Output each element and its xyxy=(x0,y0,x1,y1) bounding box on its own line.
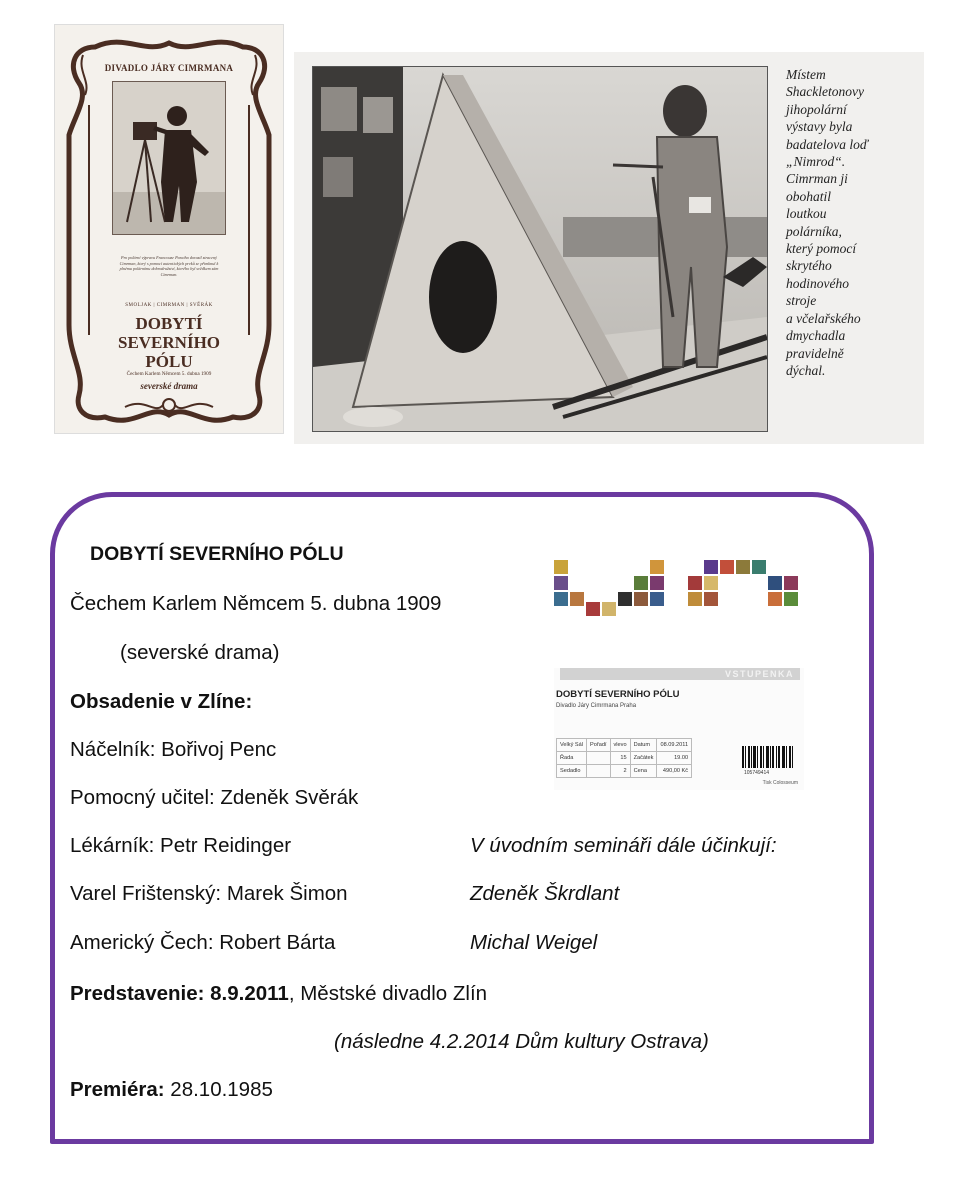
table-cell: Sedadlo xyxy=(557,765,587,778)
barcode xyxy=(742,746,794,768)
poster-genre: severské drama xyxy=(140,381,198,391)
caption-line: hodinového xyxy=(786,275,849,291)
table-cell: Cena xyxy=(630,765,657,778)
poster-blurb: Pro polární výpravu Francouze Paraiho dorazil ztracený Cimrman, který s pomocí autentických prvků se přimknul k plnému polárnímu dobrodružství, kterého byl svědkem sám Cimrman. xyxy=(119,255,219,277)
poster-date: Čechem Karlem Němcem 5. dubna 1909 xyxy=(126,371,212,377)
performance-place: , Městské divadlo Zlín xyxy=(288,982,488,1005)
later-performance: (následne 4.2.2014 Dům kultury Ostrava) xyxy=(334,1030,709,1053)
caption-line: který pomocí xyxy=(786,241,857,257)
cast-member: Varel Frištenský: Marek Šimon xyxy=(70,882,348,905)
show-subtitle: Čechem Karlem Němcem 5. dubna 1909 xyxy=(70,592,442,615)
caption-line: Cimrman ji xyxy=(786,171,848,187)
show-genre: (severské drama) xyxy=(120,641,280,664)
seminar-heading: V úvodním semináři dále účinkují: xyxy=(470,834,777,857)
table-row xyxy=(557,739,692,752)
table-cell: 15 xyxy=(610,752,630,765)
theatre-poster xyxy=(54,24,284,434)
table-cell: Řada xyxy=(557,752,587,765)
poster-title-line: DOBYTÍ xyxy=(135,314,203,333)
barcode-number: 105749414 xyxy=(744,770,770,776)
caption-line: jihopolární xyxy=(786,101,847,117)
caption-line: obohatil xyxy=(786,188,832,204)
seminar-member: Zdeněk Škrdlant xyxy=(470,882,620,905)
premiere-line xyxy=(70,1078,273,1102)
cast-member: Náčelník: Bořivoj Penc xyxy=(70,738,277,761)
table-cell: 490,00 Kč xyxy=(657,765,692,778)
ticket-band-label: VSTUPENKA xyxy=(724,669,794,679)
performance-date: 8.9.2011 xyxy=(210,982,289,1005)
table-cell: 2 xyxy=(610,765,630,778)
table-cell xyxy=(587,765,610,778)
table-row xyxy=(557,752,692,765)
caption-line: výstavy byla xyxy=(786,119,853,135)
table-cell: vlevo xyxy=(610,739,630,752)
ticket-subtitle: Divadlo Járy Cimrmana Praha xyxy=(556,703,637,709)
caption-line: „Nimrod“. xyxy=(786,154,846,170)
table-row xyxy=(557,765,692,778)
ticket-title: DOBYTÍ SEVERNÍHO PÓLU xyxy=(556,689,680,700)
poster-photo xyxy=(112,81,226,235)
show-title: DOBYTÍ SEVERNÍHO PÓLU xyxy=(90,543,344,565)
premiere-date: 28.10.1985 xyxy=(164,1078,273,1101)
cast-member: Lékárník: Petr Reidinger xyxy=(70,834,292,857)
photo-collage xyxy=(554,560,804,620)
caption-line: stroje xyxy=(786,293,817,309)
seminar-member: Michal Weigel xyxy=(470,931,598,954)
poster-authors: SMOLJAK | CIMRMAN | SVĚRÁK xyxy=(125,303,213,308)
ticket-table xyxy=(556,738,692,778)
caption-line: skrytého xyxy=(786,258,832,274)
premiere-label: Premiéra: xyxy=(70,1078,165,1101)
clipping-caption xyxy=(786,66,916,379)
table-cell: Pořadí xyxy=(587,739,610,752)
ticket xyxy=(554,668,804,790)
poster-title-line: PÓLU xyxy=(145,352,193,371)
caption-line: dmychadla xyxy=(786,328,846,344)
poster-title-line: SEVERNÍHO xyxy=(117,333,221,352)
performance-label: Predstavenie: xyxy=(70,982,205,1005)
table-cell xyxy=(587,752,610,765)
caption-line: polárníka, xyxy=(786,223,842,239)
performance-line xyxy=(70,982,487,1006)
caption-line: pravidelně xyxy=(786,345,844,361)
table-cell: Datum xyxy=(630,739,657,752)
caption-line: badatelova loď xyxy=(786,136,869,152)
table-cell: 19.00 xyxy=(657,752,692,765)
ticket-printer: Tisk Colosseum xyxy=(762,780,798,786)
cast-member: Pomocný učitel: Zdeněk Svěrák xyxy=(70,786,359,809)
table-cell: 08.09.2011 xyxy=(657,739,692,752)
table-cell: Velký Sál xyxy=(557,739,587,752)
caption-line: loutkou xyxy=(786,206,827,222)
exhibition-photo xyxy=(312,66,768,432)
table-cell: Začátek xyxy=(630,752,657,765)
caption-line: a včelařského xyxy=(786,310,861,326)
caption-line: Místem xyxy=(786,67,826,82)
caption-line: Shackletonovy xyxy=(786,84,864,100)
cast-member: Americký Čech: Robert Bárta xyxy=(70,931,336,954)
caption-line: dýchal. xyxy=(786,362,826,378)
cast-heading: Obsadenie v Zlíne: xyxy=(70,690,253,713)
poster-theatre-name: DIVADLO JÁRY CIMRMANA xyxy=(104,63,234,73)
poster-title xyxy=(55,314,283,371)
ticket-band xyxy=(560,668,800,680)
